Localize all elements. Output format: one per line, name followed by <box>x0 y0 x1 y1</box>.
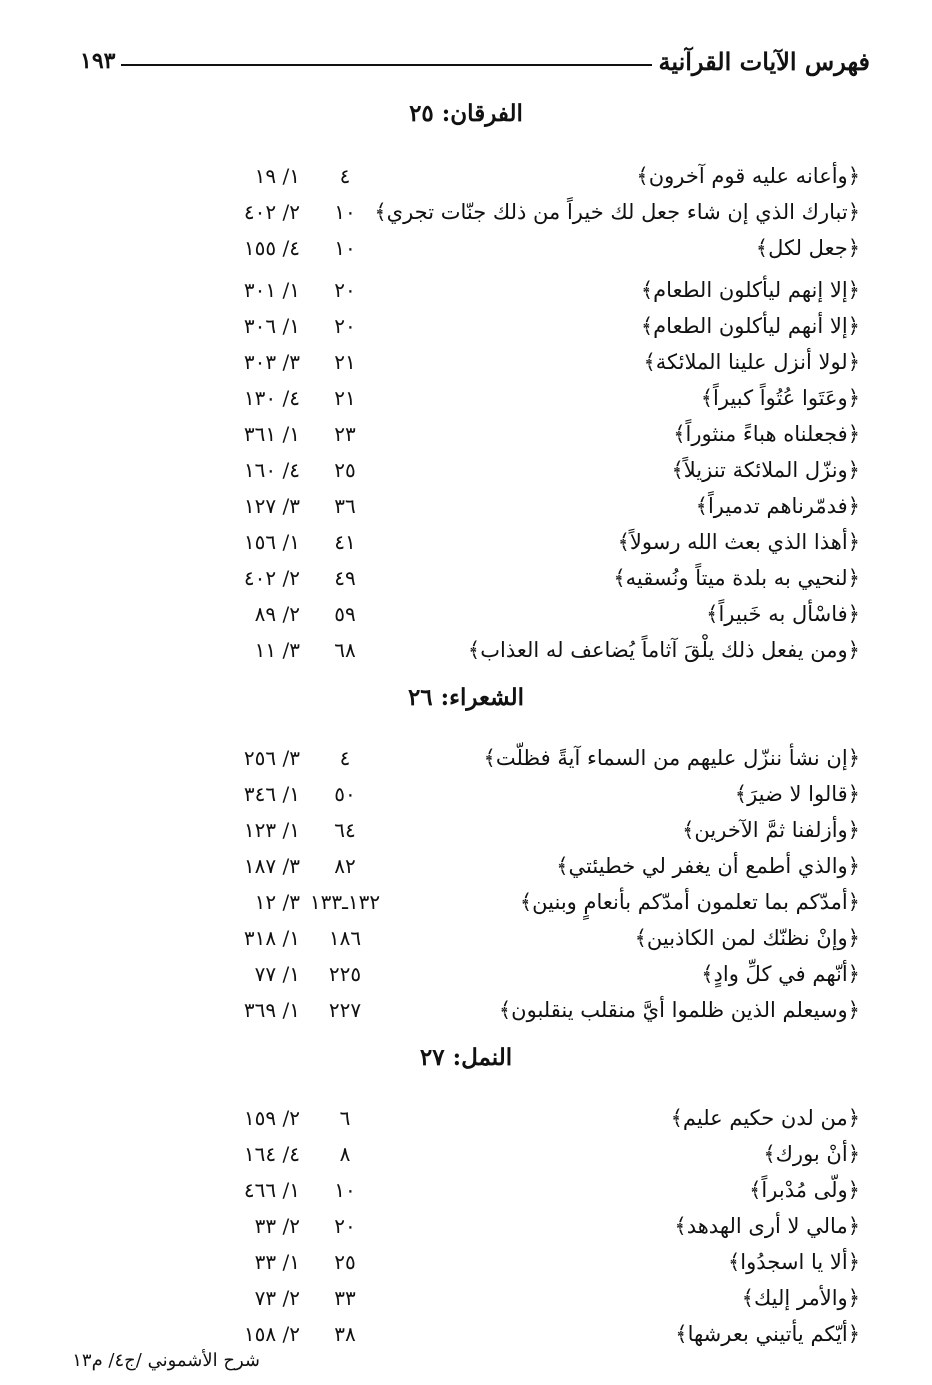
verse-number: ٢١ <box>334 386 356 410</box>
verse-text: ﴿وعَتَوا عُتُواً كبيراً﴾ <box>700 386 860 410</box>
table-row <box>60 1136 860 1172</box>
verse-number: ٢٠ <box>334 1214 356 1238</box>
verse-text: ﴿لولا أنزل علينا الملائكة﴾ <box>643 350 860 374</box>
page-number: ١٩٣ <box>80 48 116 74</box>
verse-number: ٤٩ <box>334 566 356 590</box>
verse-number: ١٣٢ـ١٣٣ <box>309 890 381 914</box>
verse-text: ﴿فدمّرناهم تدميراً﴾ <box>695 494 860 518</box>
page-reference: ١/ ٧٧ <box>254 962 300 986</box>
verse-text: ﴿وإنْ نظنّك لمن الكاذبين﴾ <box>634 926 860 950</box>
table-row <box>60 272 860 308</box>
verse-number: ٣٣ <box>334 1286 356 1310</box>
verse-text: ﴿ألا يا اسجدُوا﴾ <box>728 1250 860 1274</box>
table-row <box>60 560 860 596</box>
verse-number: ٣٦ <box>334 494 356 518</box>
verse-number: ٤١ <box>334 530 356 554</box>
section-title-furqan: الفرقان: ٢٥ <box>409 100 523 127</box>
verse-text: ﴿وأعانه عليه قوم آخرون﴾ <box>636 164 860 188</box>
page-reference: ٢/ ١٥٨ <box>243 1322 300 1346</box>
table-row <box>60 524 860 560</box>
verse-text: ﴿ونزّل الملائكة تنزيلاً﴾ <box>671 458 860 482</box>
verse-text: ﴿ولّى مُدْبراً﴾ <box>749 1178 860 1202</box>
verse-text: ﴿أمدّكم بما تعلمون أمدّكم بأنعامٍ وبنين﴾ <box>519 890 860 914</box>
page-reference: ١/ ٣٣ <box>254 1250 300 1274</box>
verse-number: ٤ <box>339 746 351 770</box>
verse-text: ﴿وأزلفنا ثمَّ الآخرين﴾ <box>682 818 860 842</box>
table-row <box>60 920 860 956</box>
page-reference: ٢/ ٤٠٢ <box>243 566 300 590</box>
verse-text: ﴿إلا أنهم ليأكلون الطعام﴾ <box>640 314 860 338</box>
page-reference: ١/ ١٥٦ <box>243 530 300 554</box>
page-reference: ٣/ ٣٠٣ <box>243 350 300 374</box>
page-reference: ٣/ ١١ <box>254 638 300 662</box>
page-reference: ١/ ١٩ <box>254 164 300 188</box>
page-reference: ٣/ ٢٥٦ <box>243 746 300 770</box>
page-reference: ٢/ ٧٣ <box>254 1286 300 1310</box>
verse-number: ٦٤ <box>334 818 356 842</box>
table-row <box>60 1208 860 1244</box>
table-row <box>60 1244 860 1280</box>
page-reference: ١/ ٣١٨ <box>243 926 300 950</box>
verse-number: ٢٠ <box>334 314 356 338</box>
verse-number: ٢١ <box>334 350 356 374</box>
verse-text: ﴿والذي أطمع أن يغفر لي خطيئتي﴾ <box>556 854 860 878</box>
verse-number: ٢٢٧ <box>328 998 362 1022</box>
verse-text: ﴿إلا إنهم ليأكلون الطعام﴾ <box>640 278 860 302</box>
table-row <box>60 812 860 848</box>
verse-number: ١٠ <box>334 236 356 260</box>
page-reference: ١/ ٣٠١ <box>243 278 300 302</box>
verse-number: ١٨٦ <box>328 926 362 950</box>
table-row <box>60 194 860 230</box>
table-row <box>60 416 860 452</box>
table-row <box>60 596 860 632</box>
table-row <box>60 848 860 884</box>
page-reference: ١/ ٣٤٦ <box>243 782 300 806</box>
verse-number: ٦ <box>339 1106 351 1130</box>
table-row <box>60 452 860 488</box>
page-reference: ٤/ ١٣٠ <box>243 386 300 410</box>
verse-number: ٤ <box>339 164 351 188</box>
table-row <box>60 344 860 380</box>
verse-number: ١٠ <box>334 200 356 224</box>
footer-signature: شرح الأشموني /ج٤/ م١٣ <box>72 1350 260 1371</box>
table-row <box>60 884 860 920</box>
page-header <box>70 44 870 78</box>
page-reference: ١/ ٤٦٦ <box>243 1178 300 1202</box>
page-reference: ١/ ٣٠٦ <box>243 314 300 338</box>
page-reference: ٢/ ٤٠٢ <box>243 200 300 224</box>
verse-text: ﴿فجعلناه هباءً منثوراً﴾ <box>673 422 860 446</box>
table-row <box>60 632 860 668</box>
page-reference: ٣/ ١٢ <box>254 890 300 914</box>
verse-text: ﴿جعل لكل﴾ <box>755 236 860 260</box>
table-row <box>60 158 860 194</box>
table-row <box>60 308 860 344</box>
header-rule <box>121 64 652 66</box>
verse-text: ﴿تبارك الذي إن شاء جعل لك خيراً من ذلك جنّات تجري﴾ <box>374 200 860 224</box>
page-reference: ٣/ ١٨٧ <box>243 854 300 878</box>
page-reference: ٢/ ٣٣ <box>254 1214 300 1238</box>
verse-text: ﴿أيّكم يأتيني بعرشها﴾ <box>675 1322 860 1346</box>
verse-number: ٥٩ <box>334 602 356 626</box>
header-title: فهرس الآيات القرآنية <box>658 46 870 76</box>
verse-text: ﴿من لدن حكيم عليم﴾ <box>670 1106 860 1130</box>
verse-text: ﴿لنحيي به بلدة ميتاً ونُسقيه﴾ <box>613 566 860 590</box>
page-reference: ٤/ ١٦٤ <box>243 1142 300 1166</box>
page-reference: ١/ ٣٦٩ <box>243 998 300 1022</box>
verse-text: ﴿فاسْأل به خَبيراً﴾ <box>706 602 860 626</box>
verse-text: ﴿أهذا الذي بعث الله رسولاً﴾ <box>617 530 860 554</box>
page-reference: ٣/ ١٢٧ <box>243 494 300 518</box>
verse-number: ٢٠ <box>334 278 356 302</box>
verse-text: ﴿وسيعلم الذين ظلموا أيَّ منقلب ينقلبون﴾ <box>498 998 860 1022</box>
verse-text: ﴿إن نشأ ننزّل عليهم من السماء آيةً فظلّت﴾ <box>483 746 860 770</box>
page-reference: ٤/ ١٥٥ <box>243 236 300 260</box>
table-row <box>60 230 860 266</box>
table-row <box>60 992 860 1028</box>
verse-number: ٢٢٥ <box>328 962 362 986</box>
verse-text: ﴿أنّهم في كلِّ وادٍ﴾ <box>701 962 860 986</box>
page-reference: ٢/ ٨٩ <box>254 602 300 626</box>
verse-number: ١٠ <box>334 1178 356 1202</box>
verse-number: ٦٨ <box>334 638 356 662</box>
table-row <box>60 1316 860 1352</box>
section-title-naml: النمل: ٢٧ <box>419 1044 513 1071</box>
page-reference: ٢/ ١٥٩ <box>243 1106 300 1130</box>
verse-number: ٨٢ <box>334 854 356 878</box>
table-row <box>60 956 860 992</box>
verse-text: ﴿أنْ بورك﴾ <box>763 1142 860 1166</box>
table-row <box>60 776 860 812</box>
verse-number: ٥٠ <box>334 782 356 806</box>
verse-number: ٨ <box>339 1142 351 1166</box>
page-reference: ١/ ١٢٣ <box>243 818 300 842</box>
verse-text: ﴿ومن يفعل ذلك يلْقَ آثاماً يُضاعف له العذاب﴾ <box>467 638 860 662</box>
section-title-shuara: الشعراء: ٢٦ <box>407 684 525 711</box>
verse-text: ﴿مالي لا أرى الهدهد﴾ <box>674 1214 860 1238</box>
table-row <box>60 1172 860 1208</box>
table-row <box>60 740 860 776</box>
table-row <box>60 380 860 416</box>
verse-text: ﴿قالوا لا ضيرَ﴾ <box>734 782 860 806</box>
verse-text: ﴿والأمر إليك﴾ <box>741 1286 860 1310</box>
verse-number: ٢٥ <box>334 1250 356 1274</box>
verse-number: ٢٥ <box>334 458 356 482</box>
table-row <box>60 488 860 524</box>
table-row <box>60 1280 860 1316</box>
table-row <box>60 1100 860 1136</box>
page-reference: ١/ ٣٦١ <box>243 422 300 446</box>
verse-number: ٣٨ <box>334 1322 356 1346</box>
verse-number: ٢٣ <box>334 422 356 446</box>
page-reference: ٤/ ١٦٠ <box>243 458 300 482</box>
